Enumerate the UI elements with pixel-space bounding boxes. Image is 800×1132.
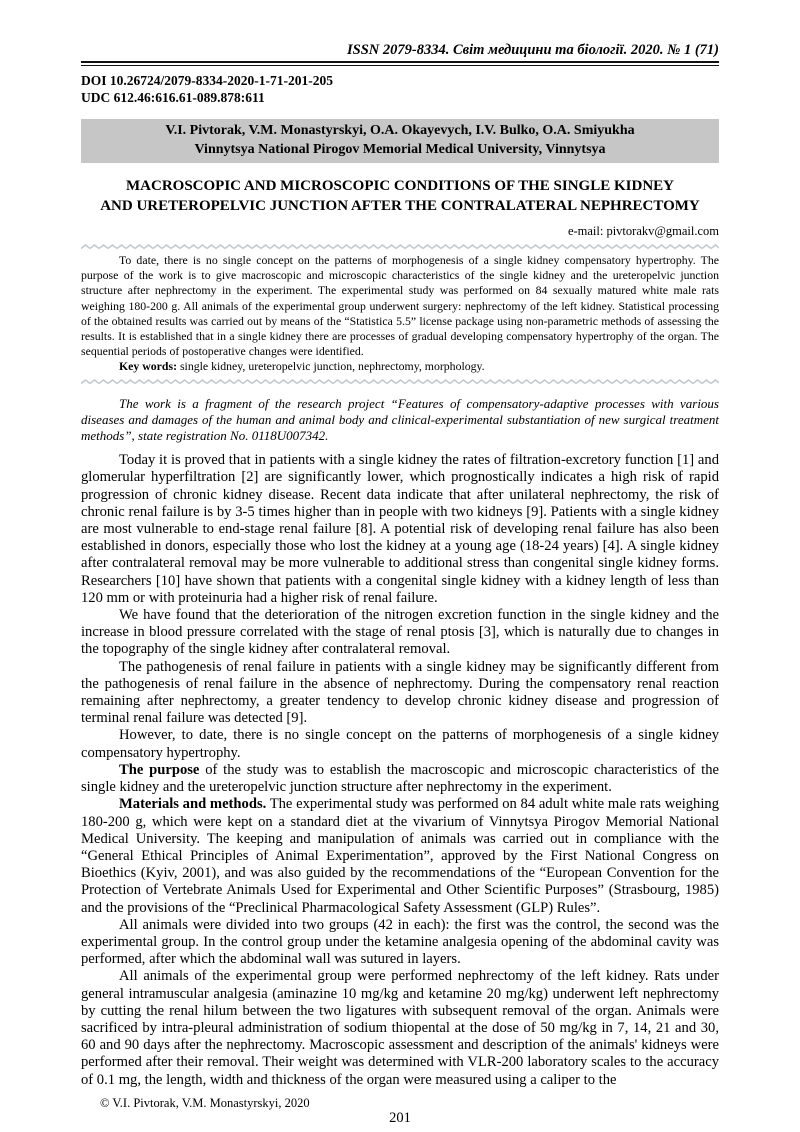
paragraph-introduction-1: [81, 452, 719, 607]
copyright-line: © V.I. Pivtorak, V.M. Monastyrskyi, 2020: [100, 1095, 310, 1110]
fragment-note: The work is a fragment of the research project “Features of compensatory-adaptive processes with various diseases and damages of the human and animal body and clinical-experimental substantiation of new surgical treatment methods”, state registration No. 0118U007342.: [81, 395, 719, 444]
paragraph-lead: Materials and methods.: [119, 796, 267, 813]
paragraph-text: Today it is proved that in patients with a single kidney the rates of filtration-excretory function [1] and glomerular hyperfiltration [2] are significantly lower, which prognostically indicates a high risk of rapid progression of chronic kidney disease. Recent data indicate that after unilateral nephrectomy, the risk of chronic renal failure is by 3-5 times higher than in people with two kidneys [9]. Patients with a single kidney are most vulnerable to end-stage renal failure [8]. A potential risk of developing renal failure has also been established in donors, especially those who lost the kidney at a young age (18-24 years) [4]. A single kidney after contralateral removal may be more vulnerable to additional stress than congenital single kidney forms. Researchers [10] have shown that patients with a congenital single kidney with a kidney length of less than 120 mm or with proteinuria had a higher risk of renal failure.: [81, 452, 719, 606]
paragraph-introduction-2: [81, 607, 719, 659]
header-rule: [81, 61, 719, 66]
zigzag-divider-top: [81, 244, 719, 250]
paragraph-introduction-3: [81, 659, 719, 728]
keywords-list: single kidney, ureteropelvic junction, nephrectomy, morphology.: [177, 359, 485, 374]
title-line-2: AND URETEROPELVIC JUNCTION AFTER THE CONTRALATERAL NEPHRECTOMY: [100, 198, 700, 214]
article-title: [81, 176, 719, 216]
udc: UDC 612.46:616.61-089.878:611: [81, 89, 265, 105]
doi: DOI 10.26724/2079-8334-2020-1-71-201-205: [81, 73, 333, 88]
paragraph-text: All animals of the experimental group were performed nephrectomy of the left kidney. Rats under general intramuscular analgesia (aminazine 10 mg/kg and ketamine 20 mg/kg) underwent left nephrectomy by cutting the renal hilum between the two ligatures with subsequent removal of the organ. Animals were sacrificed by intra-pleural administration of sodium thiopental at the dose of 50 mg/kg in 7, 14, 21 and 30, 60 and 90 days after the nephrectomy. Macroscopic assessment and description of the animals' kidneys were performed after their removal. Their weight was determined with VLR-200 laboratory scales to the accuracy of 0.1 mg, the length, width and thickness of the organ were measured using a caliper to the: [81, 968, 719, 1088]
keywords-label: Key words:: [119, 359, 177, 374]
paragraph-text: All animals were divided into two groups (42 in each): the first was the control, the second was the experimental group. In the control group under the ketamine analgesia opening of the abdominal cavity was performed, after which the abdominal wall was sutured in layers.: [81, 916, 719, 968]
paragraph-purpose: [81, 762, 719, 796]
title-line-1: MACROSCOPIC AND MICROSCOPIC CONDITIONS OF THE SINGLE KIDNEY: [126, 178, 674, 194]
paragraph-text: of the study was to establish the macroscopic and microscopic characteristics of the single kidney and the ureteropelvic junction structure after nephrectomy in the experiment.: [81, 761, 719, 796]
paragraph-groups: [81, 917, 719, 969]
zigzag-divider-bottom: [81, 379, 719, 385]
paragraph-introduction-4: [81, 727, 719, 761]
abstract-text: To date, there is no single concept on the patterns of morphogenesis of a single kidney compensatory hypertrophy. The purpose of the work is to give macroscopic and microscopic characteristics of the single kidney and the ureteropelvic junction structure after nephrectomy in the experiment. The experimental study was performed on 84 sexually matured white male rats weighing 180-200 g. All animals of the experimental group underwent surgery: nephrectomy of the left kidney. Statistical processing of the obtained results was carried out by means of the “Statistica 5.5” license package using non-parametric methods of assessing the results. It is established that in a single kidney there are processes of gradual developing compensatory hypertrophy of the organ. The sequential periods of postoperative changes were identified.: [81, 253, 719, 359]
journal-header: ISSN 2079-8334. Світ медицини та біології. 2020. № 1 (71): [347, 42, 719, 58]
paragraph-text: However, to date, there is no single concept on the patterns of morphogenesis of a single kidney compensatory hypertrophy.: [81, 727, 719, 761]
paragraph-text: The experimental study was performed on 84 adult white male rats weighing 180-200 g, which were kept on a standard diet at the vivarium of Vinnytsya Pirogov Memorial National Medical University. The keeping and manipulation of animals was carried out in compliance with the “General Ethical Principles of Animal Experimentation”, approved by the First National Congress on Bioethics (Kyiv, 2001), and was also guided by the recommendations of the “European Convention for the Protection of Vertebrate Animals Used for Experimental and Other Scientific Purposes” (Strasbourg, 1985) and the provisions of the “Preclinical Pharmacological Safety Assessment (GLP) Rules”.: [81, 796, 720, 916]
paragraph-materials-methods: [81, 796, 719, 916]
authors-line: V.I. Pivtorak, V.M. Monastyrskyi, O.A. Okayevych, I.V. Bulko, O.A. Smiyukha: [165, 123, 635, 138]
paragraph-lead: The purpose: [119, 761, 200, 778]
paragraph-experimental-procedure: [81, 968, 719, 1088]
keywords-line: [81, 359, 719, 374]
paragraph-text: The pathogenesis of renal failure in patients with a single kidney may be significantly different from the pathogenesis of renal failure in the absence of nephrectomy. During the compensatory renal reaction remaining after nephrectomy, a greater tendency to develop chronic kidney disease and progression of terminal renal failure was detected [9].: [81, 658, 719, 727]
paragraph-text: We have found that the deterioration of the nitrogen excretion function in the single kidney and the increase in blood pressure correlated with the stage of renal ptosis [3], which is naturally due to changes in the topography of the single kidney after contralateral removal.: [81, 607, 719, 658]
authors-box: [81, 119, 719, 163]
article-body: [81, 452, 719, 1089]
page-number: 201: [389, 1109, 411, 1126]
email-line: e-mail: pivtorakv@gmail.com: [567, 224, 719, 238]
affiliation-line: Vinnytsya National Pirogov Memorial Medical University, Vinnytsya: [194, 141, 606, 157]
